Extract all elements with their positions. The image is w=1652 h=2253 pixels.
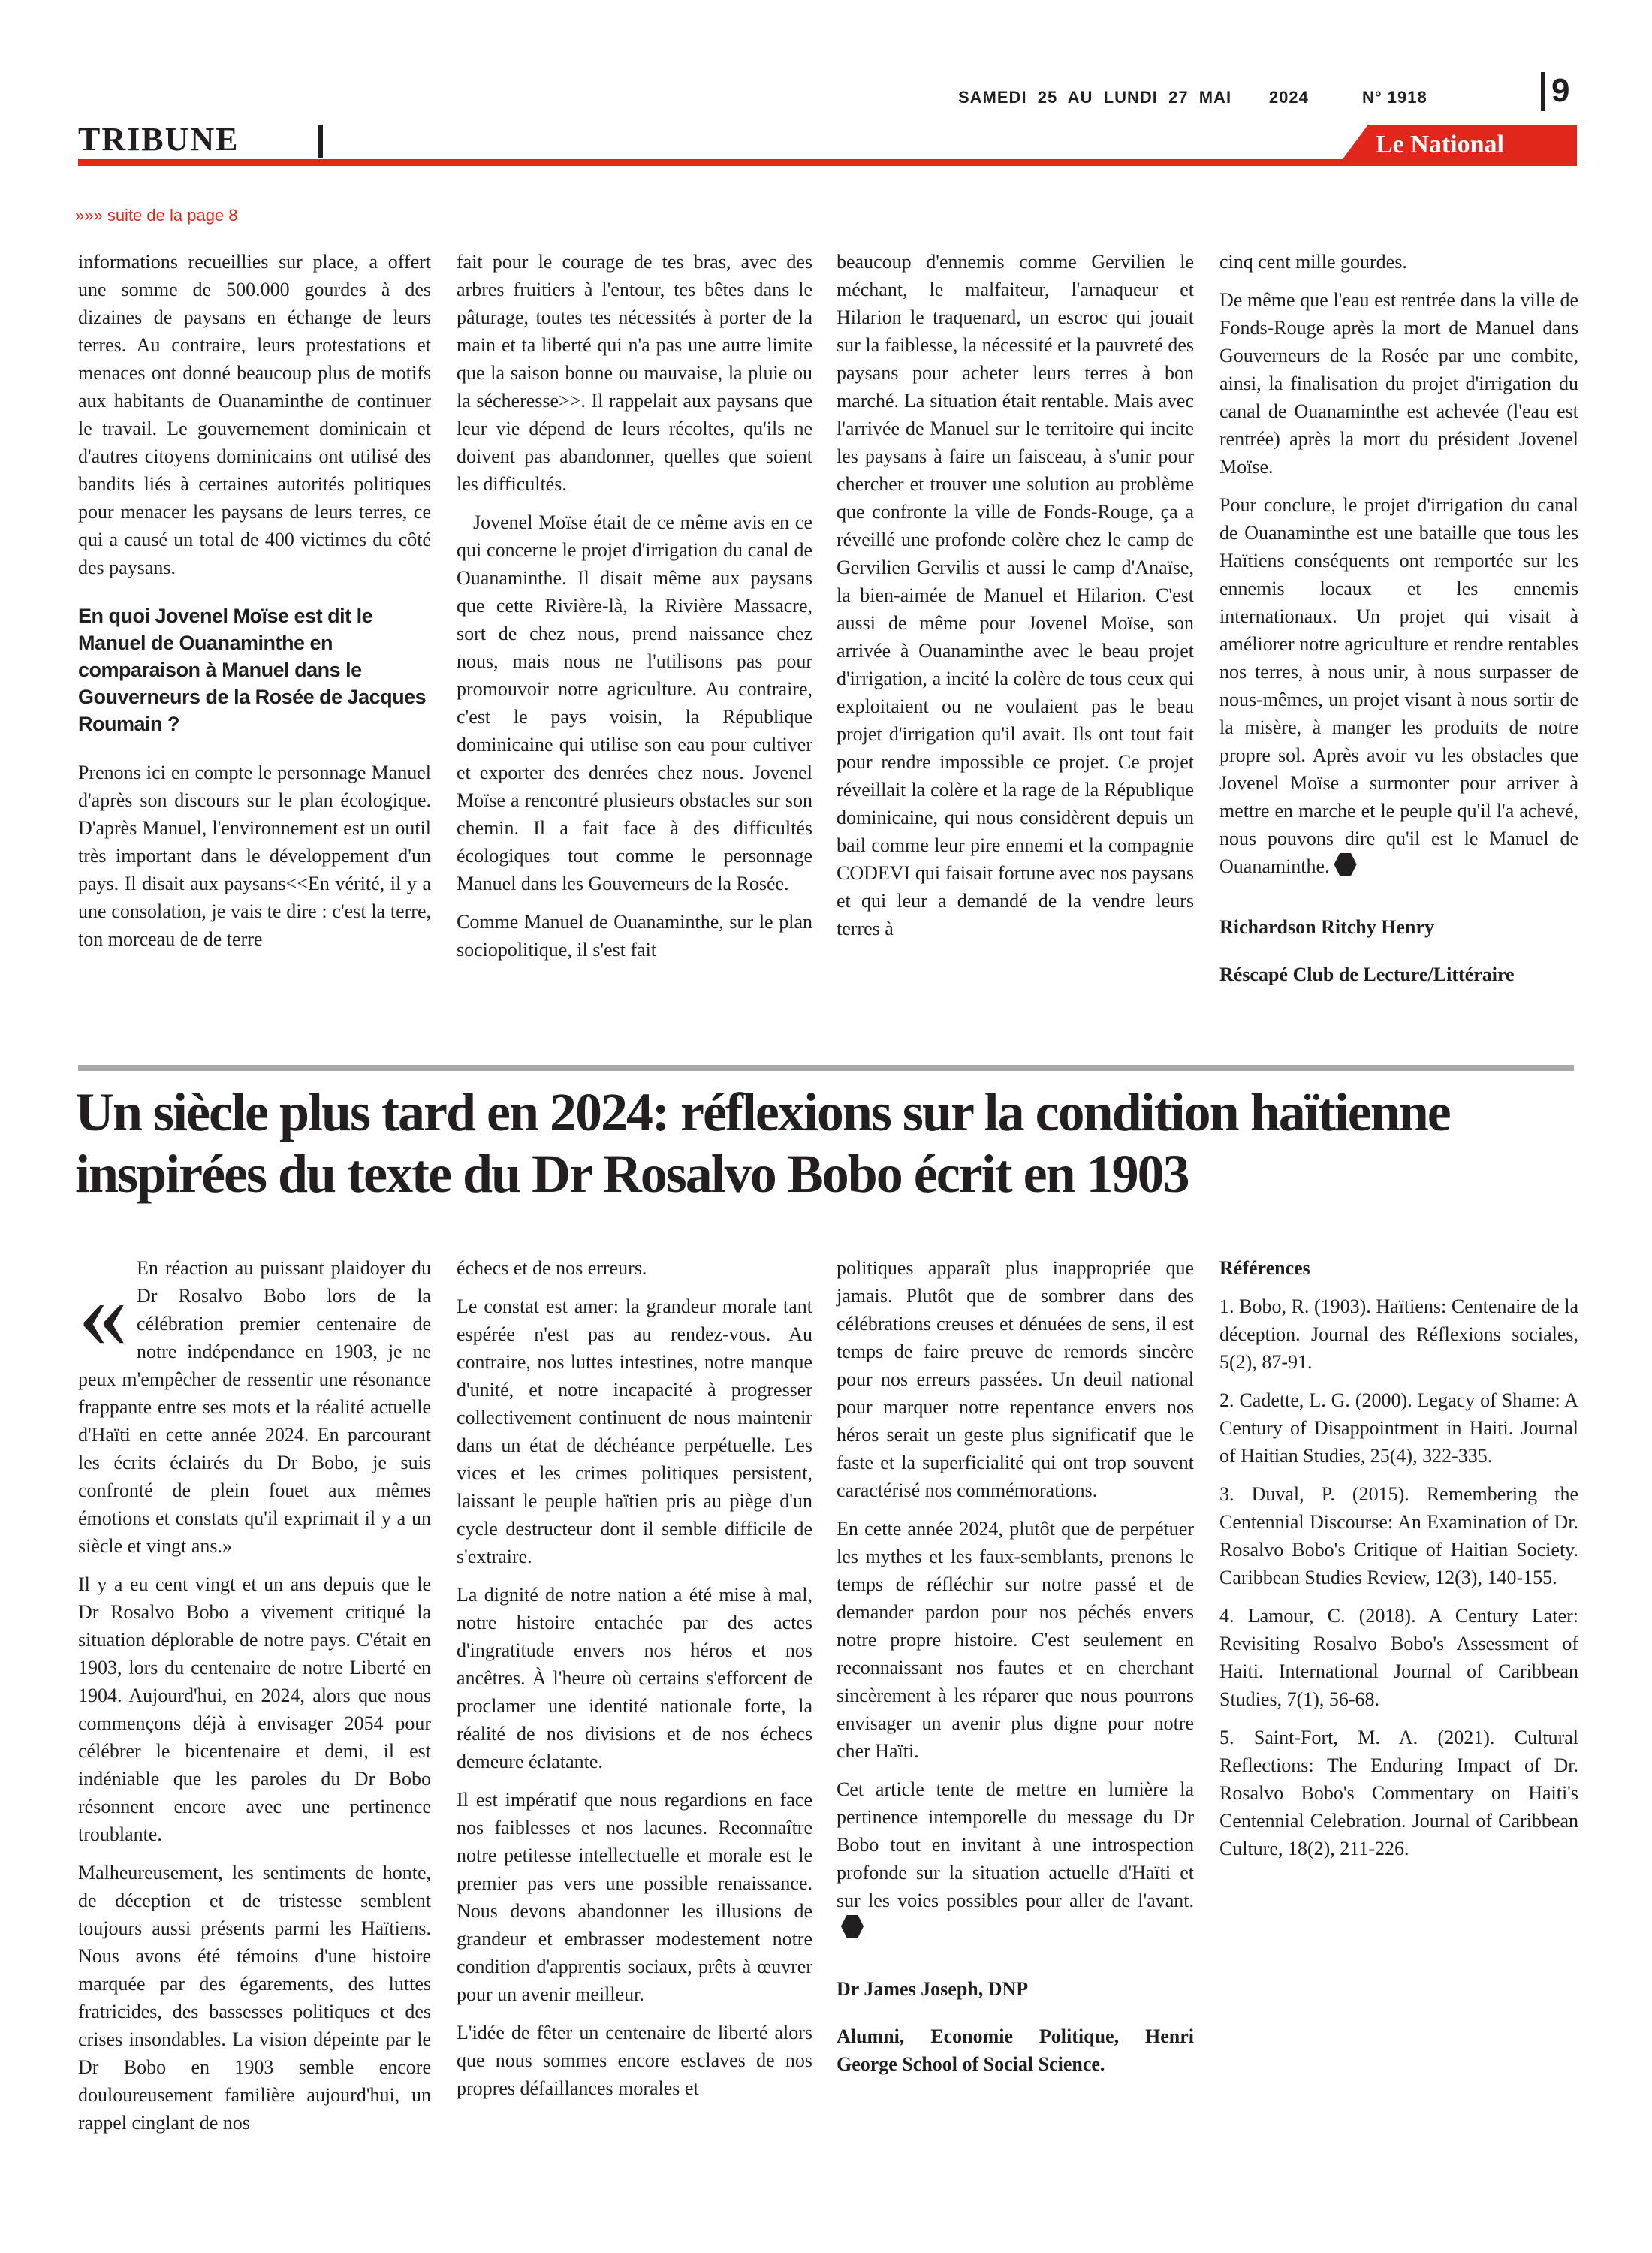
paragraph: En cette année 2024, plutôt que de perpétuer les mythes et les faux-semblants, prenons le temps de réfléchir sur notre passé et de demander pardon pour nos péchés envers notre propre histoire. C'est seulement en reconnaissant nos fautes et en cherchant sincèrement à les réparer que nous pourrons envisager un avenir plus digne pour notre cher Haïti.: [837, 1518, 1194, 1762]
article-separator: [78, 1065, 1574, 1071]
intro-paragraph: [78, 1254, 431, 1560]
references-title: Références: [1219, 1257, 1310, 1279]
paragraph-text: Pour conclure, le projet d'irrigation du canal de Ouanaminthe est une bataille que tous les Haïtiens conséquents ont remportée sur les ennemis locaux et les ennemis internationaux. Un projet qui visait à améliorer notre agriculture et rendre rentables nos terres, à nous unir, à nous surpasser de nous-mêmes, un projet visant à nous sortir de la misère, à manger les produits de notre propre sol. Après avoir vu les obstacles que Jovenel Moïse a surmonter pour arriver à mettre en marche et le peuple qu'il l'a achevé, nous pouvons dire qu'il est le Manuel de Ouanaminthe.: [1219, 494, 1578, 877]
article2-headline: Un siècle plus tard en 2024: réflexions sur la condition haïtienne inspirées du texte du Dr Rosalvo Bobo écrit en 1903: [75, 1082, 1450, 1204]
article2-author: Dr James Joseph, DNP: [837, 1978, 1029, 2000]
article2-column-3: [837, 1254, 1194, 2089]
article1-subheading: En quoi Jovenel Moïse est dit le Manuel de Ouanaminthe en comparaison à Manuel dans le Gouverneurs de la Rosée de Jacques Roumain ?: [78, 605, 427, 735]
paragraph: cinq cent mille gourdes.: [1219, 251, 1407, 273]
article1-column-1: [78, 248, 431, 964]
article1-column-4: [1219, 248, 1578, 999]
continued-from-link[interactable]: »»» suite de la page 8: [75, 206, 238, 225]
paragraph: De même que l'eau est rentrée dans la ville de Fonds-Rouge après la mort de Manuel dans Gouverneurs de la Rosée par une combite, ainsi, la finalisation du projet d'irrigation du canal de Ouanaminthe est achevée (l'eau est rentrée) après la mort du président Jovenel Moïse.: [1219, 289, 1578, 478]
section-title: TRIBUNE: [78, 121, 240, 158]
article1-affiliation: Réscapé Club de Lecture/Littéraire: [1219, 964, 1515, 985]
paragraph: Prenons ici en compte le personnage Manuel d'après son discours sur le plan écologique. D'après Manuel, l'environnement est un outil très important dans le développement d'un pays. Il disait aux paysans<<En vérité, il y a une consolation, je vais te dire : c'est la terre, ton morceau de de terre: [78, 762, 431, 950]
paragraph: échecs et de nos erreurs.: [457, 1257, 647, 1279]
paragraph: Malheureusement, les sentiments de honte, de déception et de tristesse semblent toujours aussi présents parmi les Haïtiens. Nous avons été témoins d'une histoire marquée par des égarements, des luttes fratricides, des bassesses politiques et des crises insondables. La vision dépeinte par le Dr Bobo en 1903 semble encore douloureusement familière aujourd'hui, un rappel cinglant de nos: [78, 1862, 431, 2134]
paragraph-final: [837, 1775, 1194, 1942]
paragraph: Le constat est amer: la grandeur morale tant espérée n'est pas au rendez-vous. Au contraire, nos luttes intestines, notre manque d'unité, et notre incapacité à progresser collectivement continuent de nous maintenir dans un état de déchéance perpétuelle. Les vices et les crimes politiques persistent, laissant le peuple haïtien pris au piège d'un cycle destructeur dont il semble difficile de s'extraire.: [457, 1295, 812, 1567]
publication-name: Le National: [1376, 131, 1504, 158]
reference-item: 1. Bobo, R. (1903). Haïtiens: Centenaire de la déception. Journal des Réflexions sociales, 5(2), 87-91.: [1219, 1295, 1578, 1373]
paragraph-text: En réaction au puissant plaidoyer du Dr Rosalvo Bobo lors de la célébration premier centenaire de notre indépendance en 1903, je ne peux m'empêcher de ressentir une résonance frappante entre ses mots et la réalité actuelle d'Haïti en cette année 2024. En parcourant les écrits éclairés du Dr Bobo, je suis confronté de plein fouet aux mêmes émotions et constats qu'il exprimait il y a un siècle et vingt ans.»: [78, 1257, 431, 1557]
article1-column-3: [837, 248, 1194, 953]
end-of-article-icon: [841, 1915, 864, 1938]
paragraph-text: Cet article tente de mettre en lumière la pertinence intemporelle du message du Dr Bobo tout en invitant à une introspection profonde sur la situation actuelle d'Haïti et sur les voies possibles pour aller de l'avant.: [837, 1778, 1194, 1911]
article1-column-2: [457, 248, 812, 974]
paragraph: La dignité de notre nation a été mise à mal, notre histoire entachée par des actes d'ingratitude envers nos héros et nos ancêtres. À l'heure où certains s'efforcent de proclamer une identité nationale forte, la réalité de nos divisions et de nos échecs demeure éclatante.: [457, 1584, 812, 1772]
reference-item: 5. Saint-Fort, M. A. (2021). Cultural Reflections: The Enduring Impact of Dr. Rosalvo Bobo's Commentary on Haiti's Centennial Celebration. Journal of Caribbean Culture, 18(2), 211-226.: [1219, 1727, 1578, 1859]
paragraph: Comme Manuel de Ouanaminthe, sur le plan sociopolitique, il s'est fait: [457, 911, 812, 961]
paragraph: L'idée de fêter un centenaire de liberté alors que nous sommes encore esclaves de nos propres défaillances morales et: [457, 2022, 812, 2099]
section-divider: [318, 125, 323, 158]
quote-mark-icon: «: [78, 1258, 128, 1368]
reference-item: 2. Cadette, L. G. (2000). Legacy of Shame: A Century of Disappointment in Haiti. Journal of Haitian Studies, 25(4), 322-335.: [1219, 1389, 1578, 1467]
issue-dateline: SAMEDI 25 AU LUNDI 27 MAI 2024 N° 1918: [958, 88, 1427, 107]
reference-item: 3. Duval, P. (2015). Remembering the Centennial Discourse: An Examination of Dr. Rosalvo Bobo's Critique of Haitian Society. Caribbean Studies Review, 12(3), 140-155.: [1219, 1483, 1578, 1588]
references-column: [1219, 1254, 1578, 1873]
article2-column-1: [78, 1254, 431, 2147]
paragraph: beaucoup d'ennemis comme Gervilien le méchant, le malfaiteur, l'arnaqueur et Hilarion le traquenard, un escroc qui jouait sur la faiblesse, la nécessité et la pauvreté des paysans pour acheter leurs terres à bon marché. La situation était rentable. Mais avec l'arrivée de Manuel sur le territoire qui incite les paysans à faire un faisceau, à s'unir pour chercher et trouver une solution au problème que confronte la ville de Fonds-Rouge, ça a réveillé une profonde colère chez le camp de Gervilien Gervilis et aussi le camp d'Anaïse, la bien-aimée de Manuel et Hilarion. C'est aussi de même pour Jovenel Moïse, son arrivée à Ouanaminthe avec le beau projet d'irrigation, a incité la colère de tous ceux qui exploitaient ou ne voulaient pas le beau projet d'irrigation qu'il avait. Ils ont tout fait pour rendre impossible ce projet. Ce projet réveillait la colère et la rage de la République dominicaine, qui nous considèrent depuis un bail comme leur pire ennemi et la compagnie CODEVI qui faisait fortune avec nos paysans et qui leur a demandé de la vendre leurs terres à: [837, 251, 1194, 940]
article2-column-2: [457, 1254, 812, 2113]
paragraph: informations recueillies sur place, a offert une somme de 500.000 gourdes à des dizaines de paysans en échange de leurs terres. Au contraire, leurs protestations et menaces ont donné beaucoup plus de motifs aux habitants de Ouanaminthe de continuer le travail. Le gouvernement dominicain et d'autres citoyens dominicains ont utilisé des bandits liés à certaines autorités politiques pour menacer les paysans de leurs terres, ce qui a causé un total de 400 victimes du côté des paysans.: [78, 251, 431, 578]
paragraph: fait pour le courage de tes bras, avec des arbres fruitiers à l'entour, tes bêtes dans le pâturage, toutes tes nécessités à porter de la main et ta liberté qui n'a pas une autre limite que la saison bonne ou mauvaise, la pluie ou la sécheresse>>. Il rappelait aux paysans que leur vie dépend de leurs récoltes, qu'ils ne doivent pas abandonner, quelles que soient les difficultés.: [457, 251, 812, 495]
page-number-divider: [1541, 72, 1545, 111]
end-of-article-icon: [1334, 853, 1357, 876]
reference-item: 4. Lamour, C. (2018). A Century Later: Revisiting Rosalvo Bobo's Assessment of Haiti. International Journal of Caribbean Studies, 7(1), 56-68.: [1219, 1605, 1578, 1710]
article2-affiliation: Alumni, Economie Politique, Henri George School of Social Science.: [837, 2025, 1194, 2075]
paragraph-final: [1219, 491, 1578, 880]
paragraph: Il est impératif que nous regardions en face nos faiblesses et nos lacunes. Reconnaître notre petitesse intellectuelle et morale est le premier pas vers une possible renaissance. Nous devons abandonner les illusions de grandeur et embrasser modestement notre condition d'apprentis sociaux, prêts à œuvrer pour un avenir meilleur.: [457, 1789, 812, 2005]
article1-author: Richardson Ritchy Henry: [1219, 916, 1434, 938]
paragraph: Il y a eu cent vingt et un ans depuis que le Dr Rosalvo Bobo a vivement critiqué la situation déplorable de notre pays. C'était en 1903, lors du centenaire de notre Liberté en 1904. Aujourd'hui, en 2024, alors que nous commençons déjà à envisager 2054 pour célébrer le bicentenaire et demi, il est indéniable que les paroles du Dr Bobo résonnent encore avec une pertinence troublante.: [78, 1573, 431, 1845]
paragraph: Jovenel Moïse était de ce même avis en ce qui concerne le projet d'irrigation du canal de Ouanaminthe. Il disait même aux paysans que cette Rivière-là, la Rivière Massacre, sort de chez nous, prend naissance chez nous, mais nous ne l'utilisons pas pour promouvoir notre agriculture. Au contraire, c'est le pays voisin, la République dominicaine qui utilise son eau pour cultiver et exporter des denrées chez nous. Jovenel Moïse a rencontré plusieurs obstacles sur son chemin. Il a fait face à des difficultés écologiques tout comme le personnage Manuel dans les Gouverneurs de la Rosée.: [457, 511, 812, 894]
paragraph: politiques apparaît plus inappropriée que jamais. Plutôt que de sombrer dans des célébrations creuses et dénuées de sens, il est temps de faire preuve de remords sincère pour nos erreurs passées. Un deuil national pour marquer notre repentance envers nos héros serait un geste plus significatif que le faste et la superficialité qui ont trop souvent caractérisé nos commémorations.: [837, 1257, 1194, 1501]
page-number: 9: [1551, 72, 1570, 109]
